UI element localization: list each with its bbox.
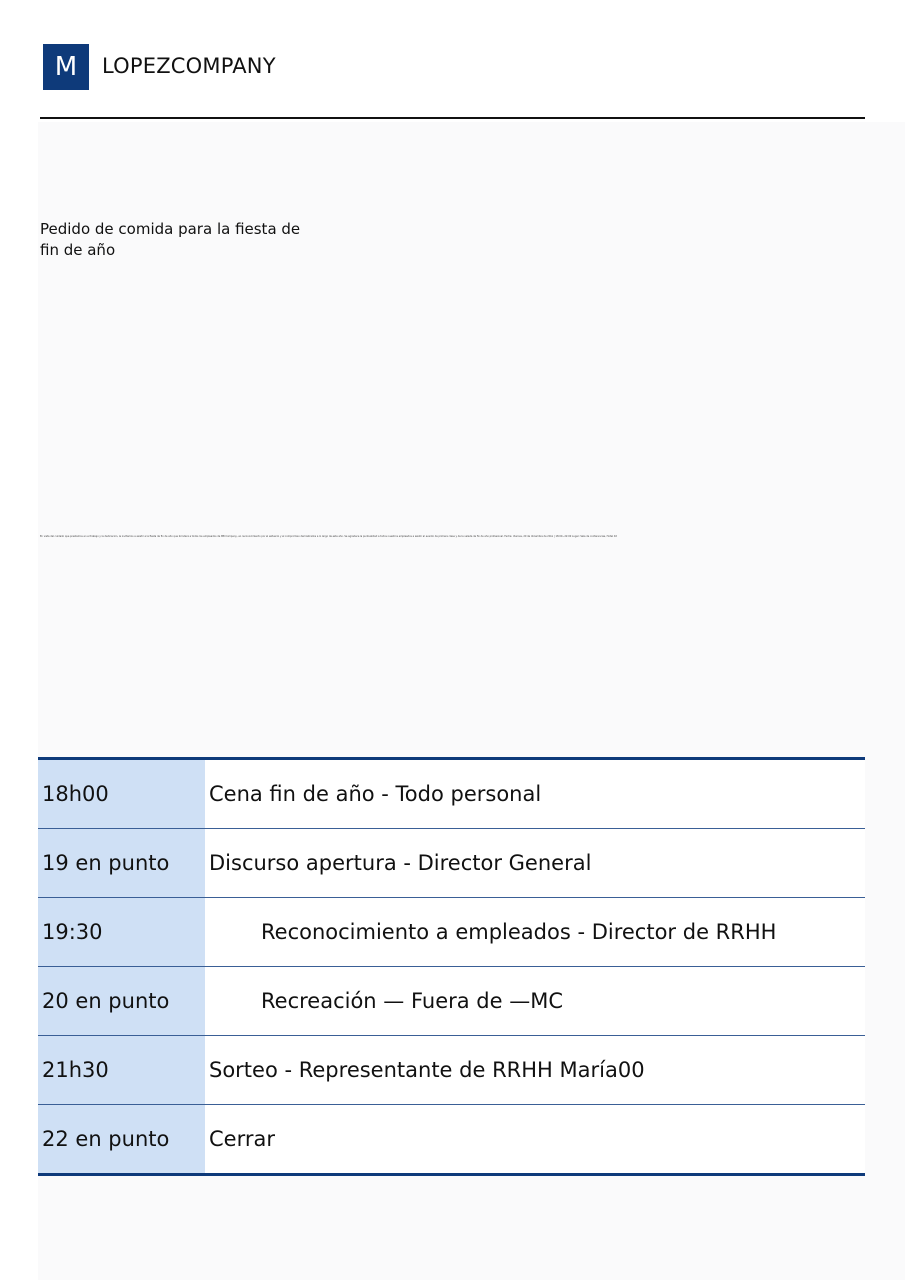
company-logo [43, 44, 89, 90]
schedule-time: 21h30 [38, 1036, 205, 1104]
schedule-time: 18h00 [38, 760, 205, 828]
logo-letter: M [54, 52, 78, 82]
schedule-time: 22 en punto [38, 1105, 205, 1173]
schedule-event: Discurso apertura - Director General [205, 829, 865, 897]
schedule-row [38, 898, 865, 967]
schedule-event: Cerrar [205, 1105, 865, 1173]
company-name: LOPEZCOMPANY [102, 54, 276, 78]
schedule-row [38, 1105, 865, 1173]
schedule-row [38, 1036, 865, 1105]
schedule-row [38, 967, 865, 1036]
schedule-time: 20 en punto [38, 967, 205, 1035]
document-title: Pedido de comida para la fiesta de fin de año [40, 220, 301, 259]
schedule-time: 19 en punto [38, 829, 205, 897]
header-divider [40, 117, 865, 119]
schedule-event: Recreación — Fuera de —MC [205, 967, 865, 1035]
schedule-event: Sorteo - Representante de RRHH María00 [205, 1036, 865, 1104]
schedule-event: Cena fin de año - Todo personal [205, 760, 865, 828]
invitation-fine-print: En vista del cuidado que prestamos en el trabajo y la dedicación, le invitamos a asistir a la fiesta de fin de año que brindará a todos los empleados de MB Company, en reconocimiento por el esfuerzo y el compromiso demostrados a lo largo de este año. Se agradece la puntualidad a todos nuestros empleados a asistir al evento de primera clase y de la velada de fin de año profesional. Fecha: Viernes, 20 de diciembre de 20xx | 18:00~22:00 Lugar: Sala de conferencias, Hotel XX [40, 535, 618, 538]
schedule-time: 19:30 [38, 898, 205, 966]
schedule-row [38, 829, 865, 898]
schedule-row [38, 760, 865, 829]
schedule-event: Reconocimiento a empleados - Director de RRHH [205, 898, 865, 966]
schedule-table [38, 757, 865, 1176]
